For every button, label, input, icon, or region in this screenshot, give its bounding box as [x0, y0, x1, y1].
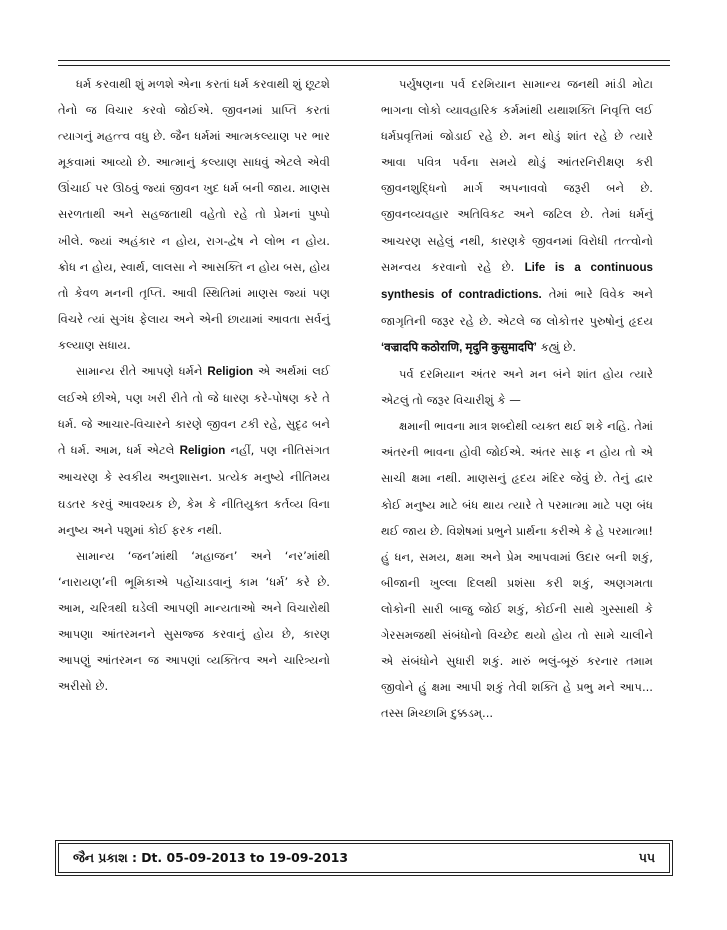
paragraph: ક્ષમાની ભાવના માત્ર શબ્દોથી વ્યક્ત થઈ શકે નહિ. તેમાં અંતરની ભાવના હોવી જોઈએ. અંતર સાફ ન હોય તો એ સાચી ક્ષમા નથી. માણસનું હૃદય મંદિર જેવું છે. તેનું દ્વાર કોઈ મનુષ્ય માટે બંધ થાય ત્યારે તે પરમાત્મા માટે પણ બંધ થઈ જાય છે. વિશેષમાં પ્રભુને પ્રાર્થના કરીએ કે હે પરમાત્મા! હું ધન, સમય, ક્ષમા અને પ્રેમ આપવામાં ઉદાર બની શકું, બીજાની ખુલ્લા દિલથી પ્રશંસા કરી શકું, અણગમતા લોકોની સારી બાજુ જોઈ શકું, કોઈની સાથે ગુસ્સાથી કે ગેરસમજથી સંબંધોનો વિચ્છેદ થયો હોય તો સામે ચાલીને એ સંબંધોને સુધારી શકું. મારું ભલું-બૂરું કરનાર તમામ જીવોને હું ક્ષમા આપી શકું તેવી શક્તિ હે પ્રભુ મને આપ... તસ્સ મિચ્છામિ દુક્કડમ્...	[381, 419, 653, 721]
page-footer	[58, 843, 670, 873]
page-number: ૫૫	[638, 850, 655, 865]
paragraph: સામાન્ય રીતે આપણે ધર્મને Religion એ અર્થમાં લઈ લઈએ છીએ, પણ ખરી રીતે તો જે ધારણ કરે-પોષણ કરે તે ધર્મ. જે આચાર-વિચારને કારણે જીવન ટકી રહે, સુદૃઢ બને તે ધર્મ. આમ, ધર્મ એટલે Religion નહીં, પણ નીતિસંગત આચરણ કે સ્વકીય અનુશાસન. પ્રત્યેક મનુષ્યે નીતિમય ઘડતર કરવું આવશ્યક છે, કેમ કે નીતિયુક્ત કર્તવ્ય વિના મનુષ્ય અને પશુમાં કોઈ ફરક નથી.	[58, 364, 330, 537]
paragraph: સામાન્ય ‘જન’માંથી ‘મહાજન’ અને ‘નર’માંથી ‘નારાયણ’ની ભૂમિકાએ પહોંચાડવાનું કામ ‘ધર્મ’ કરે છે. આમ, ચરિત્રથી ઘડેલી આપણી માન્યતાઓ અને વિચારોથી આપણા આંતરમનને સુસજ્જ કરવાનું હોય છે, કારણ આપણું આંતરમન જ આપણાં વ્યક્તિત્વ અને ચારિત્ર્યનો અરીસો છે.	[58, 548, 330, 694]
right-column	[381, 71, 653, 726]
paragraph: પર્યુષણના પર્વ દરમિયાન સામાન્ય જનથી માંડી મોટા ભાગના લોકો વ્યાવહારિક કર્મમાંથી યથાશક્તિ નિવૃત્તિ લઈ ધર્મપ્રવૃત્તિમાં જોડાઈ રહે છે. મન થોડું શાંત રહે છે ત્યારે આવા પવિત્ર પર્વના સમયે થોડું આંતરનિરીક્ષણ કરી જીવનશુદ્ધિનો માર્ગ અપનાવવો જરૂરી બને છે. જીવનવ્યવહાર અતિવિકટ અને જટિલ છે. તેમાં ધર્મનું આચરણ સહેલું નથી, કારણકે જીવનમાં વિરોધી તત્ત્વોનો સમન્વય કરવાનો રહે છે. Life is a continuous synthesis of contradictions. તેમાં ભારે વિવેક અને જાગૃતિની જરૂર રહે છે. એટલે જ લોકોત્તર પુરુષોનું હૃદય ‘वज्रादपि कठोराणि, मृदुनि कुसुमादपि’ કહ્યું છે.	[381, 77, 653, 354]
paragraph: પર્વ દરમિયાન અંતર અને મન બંને શાંત હોય ત્યારે એટલું તો જરૂર વિચારીશું કે —	[381, 367, 653, 408]
top-rule-inner	[58, 65, 670, 66]
top-rule	[58, 60, 670, 61]
publication-info: જૈન પ્રકાશ : Dt. 05-09-2013 to 19-09-2013	[73, 850, 349, 865]
paragraph: ધર્મ કરવાથી શું મળશે એના કરતાં ધર્મ કરવાથી શું છૂટશે તેનો જ વિચાર કરવો જોઈએ. જીવનમાં પ્રાપ્તિ કરતાં ત્યાગનું મહત્ત્વ વધુ છે. જૈન ધર્મમાં આત્મકલ્યાણ પર ભાર મૂકવામાં આવ્યો છે. આત્માનું કલ્યાણ સાધવું એટલે એવી ઊંચાઈ પર ઊઠવું જ્યાં જીવન ખુદ ધર્મ બની જાય. માણસ સરળતાથી અને સહજતાથી વહેતો રહે તો પ્રેમનાં પુષ્પો ખીલે. જ્યાં અહંકાર ન હોય, રાગ-દ્વેષ ને લોભ ન હોય. ક્રોધ ન હોય, સ્વાર્થ, લાલસા ને આસક્તિ ન હોય બસ, હોય તો કેવળ મનની તૃપ્તિ. આવી સ્થિતિમાં માણસ જ્યાં પણ વિચરે ત્યાં સુગંધ ફેલાય અને એની છાયામાં આવતા સર્વનું કલ્યાણ સધાય.	[58, 77, 330, 352]
left-column	[58, 71, 330, 699]
